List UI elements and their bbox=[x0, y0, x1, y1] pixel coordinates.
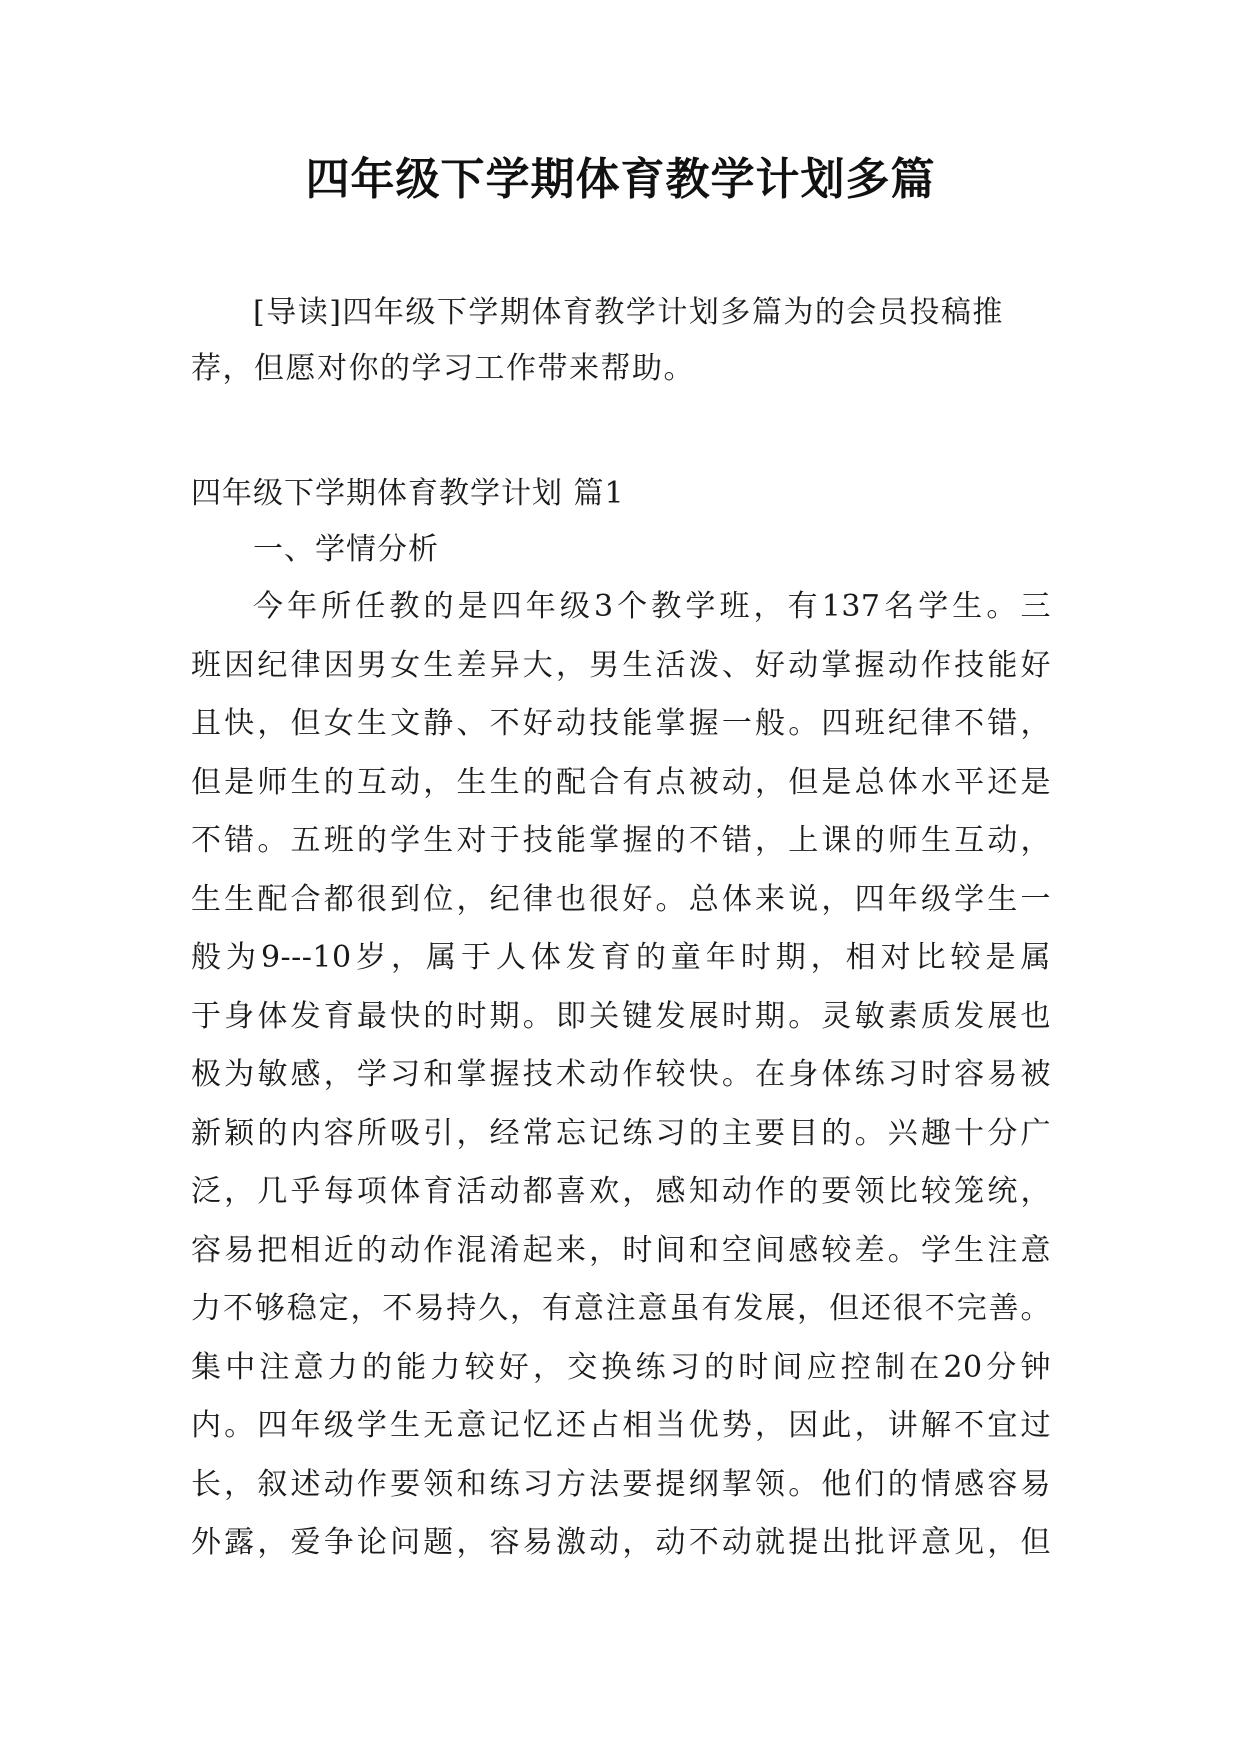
body-line: 生生配合都很到位，纪律也很好。总体来说，四年级学生一 bbox=[191, 881, 1051, 917]
document-title: 四年级下学期体育教学计划多篇 bbox=[305, 154, 936, 205]
body-line: 集中注意力的能力较好，交换练习的时间应控制在20分钟 bbox=[191, 1349, 1051, 1385]
body-line: 新颖的内容所吸引，经常忘记练习的主要目的。兴趣十分广 bbox=[191, 1115, 1051, 1151]
body-line: 外露，爱争论问题，容易激动，动不动就提出批评意见，但 bbox=[191, 1525, 1051, 1560]
section-heading: 四年级下学期体育教学计划 篇1 bbox=[191, 476, 625, 511]
body-line: 内。四年级学生无意记忆还占相当优势，因此，讲解不宜过 bbox=[191, 1408, 1051, 1443]
body-line: 今年所任教的是四年级3个教学班，有137名学生。三 bbox=[253, 589, 1051, 624]
body-line: 且快，但女生文静、不好动技能掌握一般。四班纪律不错， bbox=[191, 706, 1051, 741]
intro-paragraph: [导读]四年级下学期体育教学计划多篇为的会员投稿推荐，但愿对你的学习工作带来帮助。 bbox=[191, 295, 1004, 386]
body-line: 但是师生的互动，生生的配合有点被动，但是总体水平还是 bbox=[191, 764, 1051, 800]
body-line: 极为敏感，学习和掌握技术动作较快。在身体练习时容易被 bbox=[191, 1057, 1051, 1092]
body-line: 力不够稳定，不易持久，有意注意虽有发展，但还很不完善。 bbox=[191, 1291, 1051, 1326]
body-line: 泛，几乎每项体育活动都喜欢，感知动作的要领比较笼统， bbox=[191, 1174, 1051, 1209]
body-line: 般为9---10岁，属于人体发育的童年时期，相对比较是属 bbox=[191, 940, 1051, 975]
body-line: 班因纪律因男女生差异大，男生活泼、好动掌握动作技能好 bbox=[191, 647, 1051, 683]
body-line: 于身体发育最快的时期。即关键发展时期。灵敏素质发展也 bbox=[191, 998, 1051, 1034]
body-paragraph bbox=[191, 578, 1051, 1573]
body-line: 容易把相近的动作混淆起来，时间和空间感较差。学生注意 bbox=[191, 1232, 1051, 1268]
body-line: 长，叙述动作要领和练习方法要提纲挈领。他们的情感容易 bbox=[191, 1466, 1051, 1502]
sub-heading: 一、学情分析 bbox=[253, 532, 439, 567]
body-line: 不错。五班的学生对于技能掌握的不错，上课的师生互动， bbox=[191, 823, 1051, 858]
